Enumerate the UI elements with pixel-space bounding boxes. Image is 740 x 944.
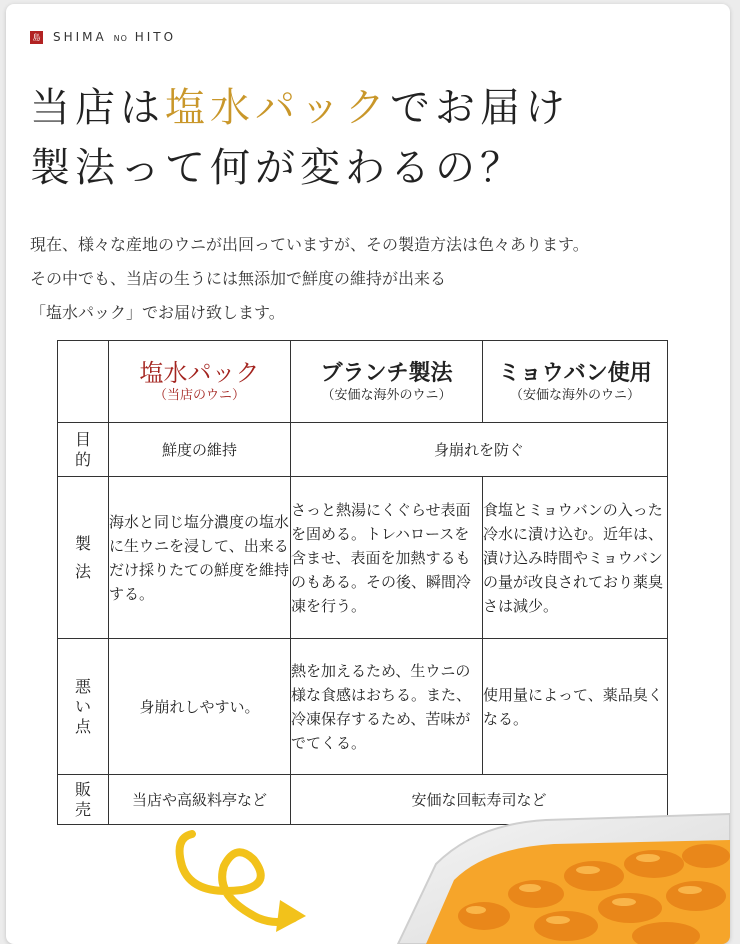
column-header-alum: ミョウバン使用 （安価な海外のウニ） <box>483 341 668 423</box>
cell-cons-shio: 身崩れしやすい。 <box>109 639 291 775</box>
row-label-purpose: 目 的 <box>58 423 109 477</box>
cell-purpose-others: 身崩れを防ぐ <box>291 423 668 477</box>
brand-logo <box>30 30 176 44</box>
decorative-footer <box>6 804 730 944</box>
intro-text <box>30 228 589 330</box>
table-row-method <box>58 477 668 639</box>
title-line1-prefix: 当店は <box>30 85 165 131</box>
table-row-cons <box>58 639 668 775</box>
title-accent: 塩水パック <box>165 85 390 131</box>
cell-method-branch: さっと熱湯にくぐらせ表面を固める。トレハロースを含ませ、表面を加熱するものもある。その後、瞬間冷凍を行う。 <box>291 477 483 639</box>
cell-method-alum: 食塩とミョウバンの入った冷水に漬け込む。近年は、漬け込み時間やミョウバンの量が改良されており薬臭さは減少。 <box>483 477 668 639</box>
title-line1-suffix: でお届け <box>390 85 570 131</box>
table-corner-cell <box>58 341 109 423</box>
uni-tray-photo <box>398 814 730 944</box>
page-card <box>6 4 730 944</box>
cell-purpose-shio: 鮮度の維持 <box>109 423 291 477</box>
column-header-branch: ブランチ製法 （安価な海外のウニ） <box>291 341 483 423</box>
column-header-shio: 塩水パック （当店のウニ） <box>109 341 291 423</box>
intro-line: その中でも、当店の生うには無添加で鮮度の維持が出来る <box>30 269 447 288</box>
brand-name: SHIMA NO HITO <box>53 30 177 44</box>
curly-arrow-icon <box>180 834 306 932</box>
row-label-method: 製 法 <box>58 477 109 639</box>
cell-method-shio: 海水と同じ塩分濃度の塩水に生ウニを浸して、出来るだけ採りたての鮮度を維持する。 <box>109 477 291 639</box>
page-title <box>30 78 570 198</box>
table-row-purpose <box>58 423 668 477</box>
cell-sales-others: 安価な回転寿司など <box>291 775 668 825</box>
intro-line: 「塩水パック」でお届け致します。 <box>30 303 285 322</box>
row-label-cons: 悪 い 点 <box>58 639 109 775</box>
intro-line: 現在、様々な産地のウニが出回っていますが、その製造方法は色々あります。 <box>30 235 589 254</box>
cell-cons-branch: 熱を加えるため、生ウニの様な食感はおちる。また、冷凍保存するため、苦味がでてくる。 <box>291 639 483 775</box>
cell-cons-alum: 使用量によって、薬品臭くなる。 <box>483 639 668 775</box>
title-line2: 製法って何が変わるの？ <box>30 145 525 191</box>
row-label-sales: 販 売 <box>58 775 109 825</box>
table-header-row <box>58 341 668 423</box>
cell-sales-shio: 当店や高級料亭など <box>109 775 291 825</box>
brand-seal-icon: 島 <box>30 31 43 44</box>
comparison-table <box>57 340 668 825</box>
